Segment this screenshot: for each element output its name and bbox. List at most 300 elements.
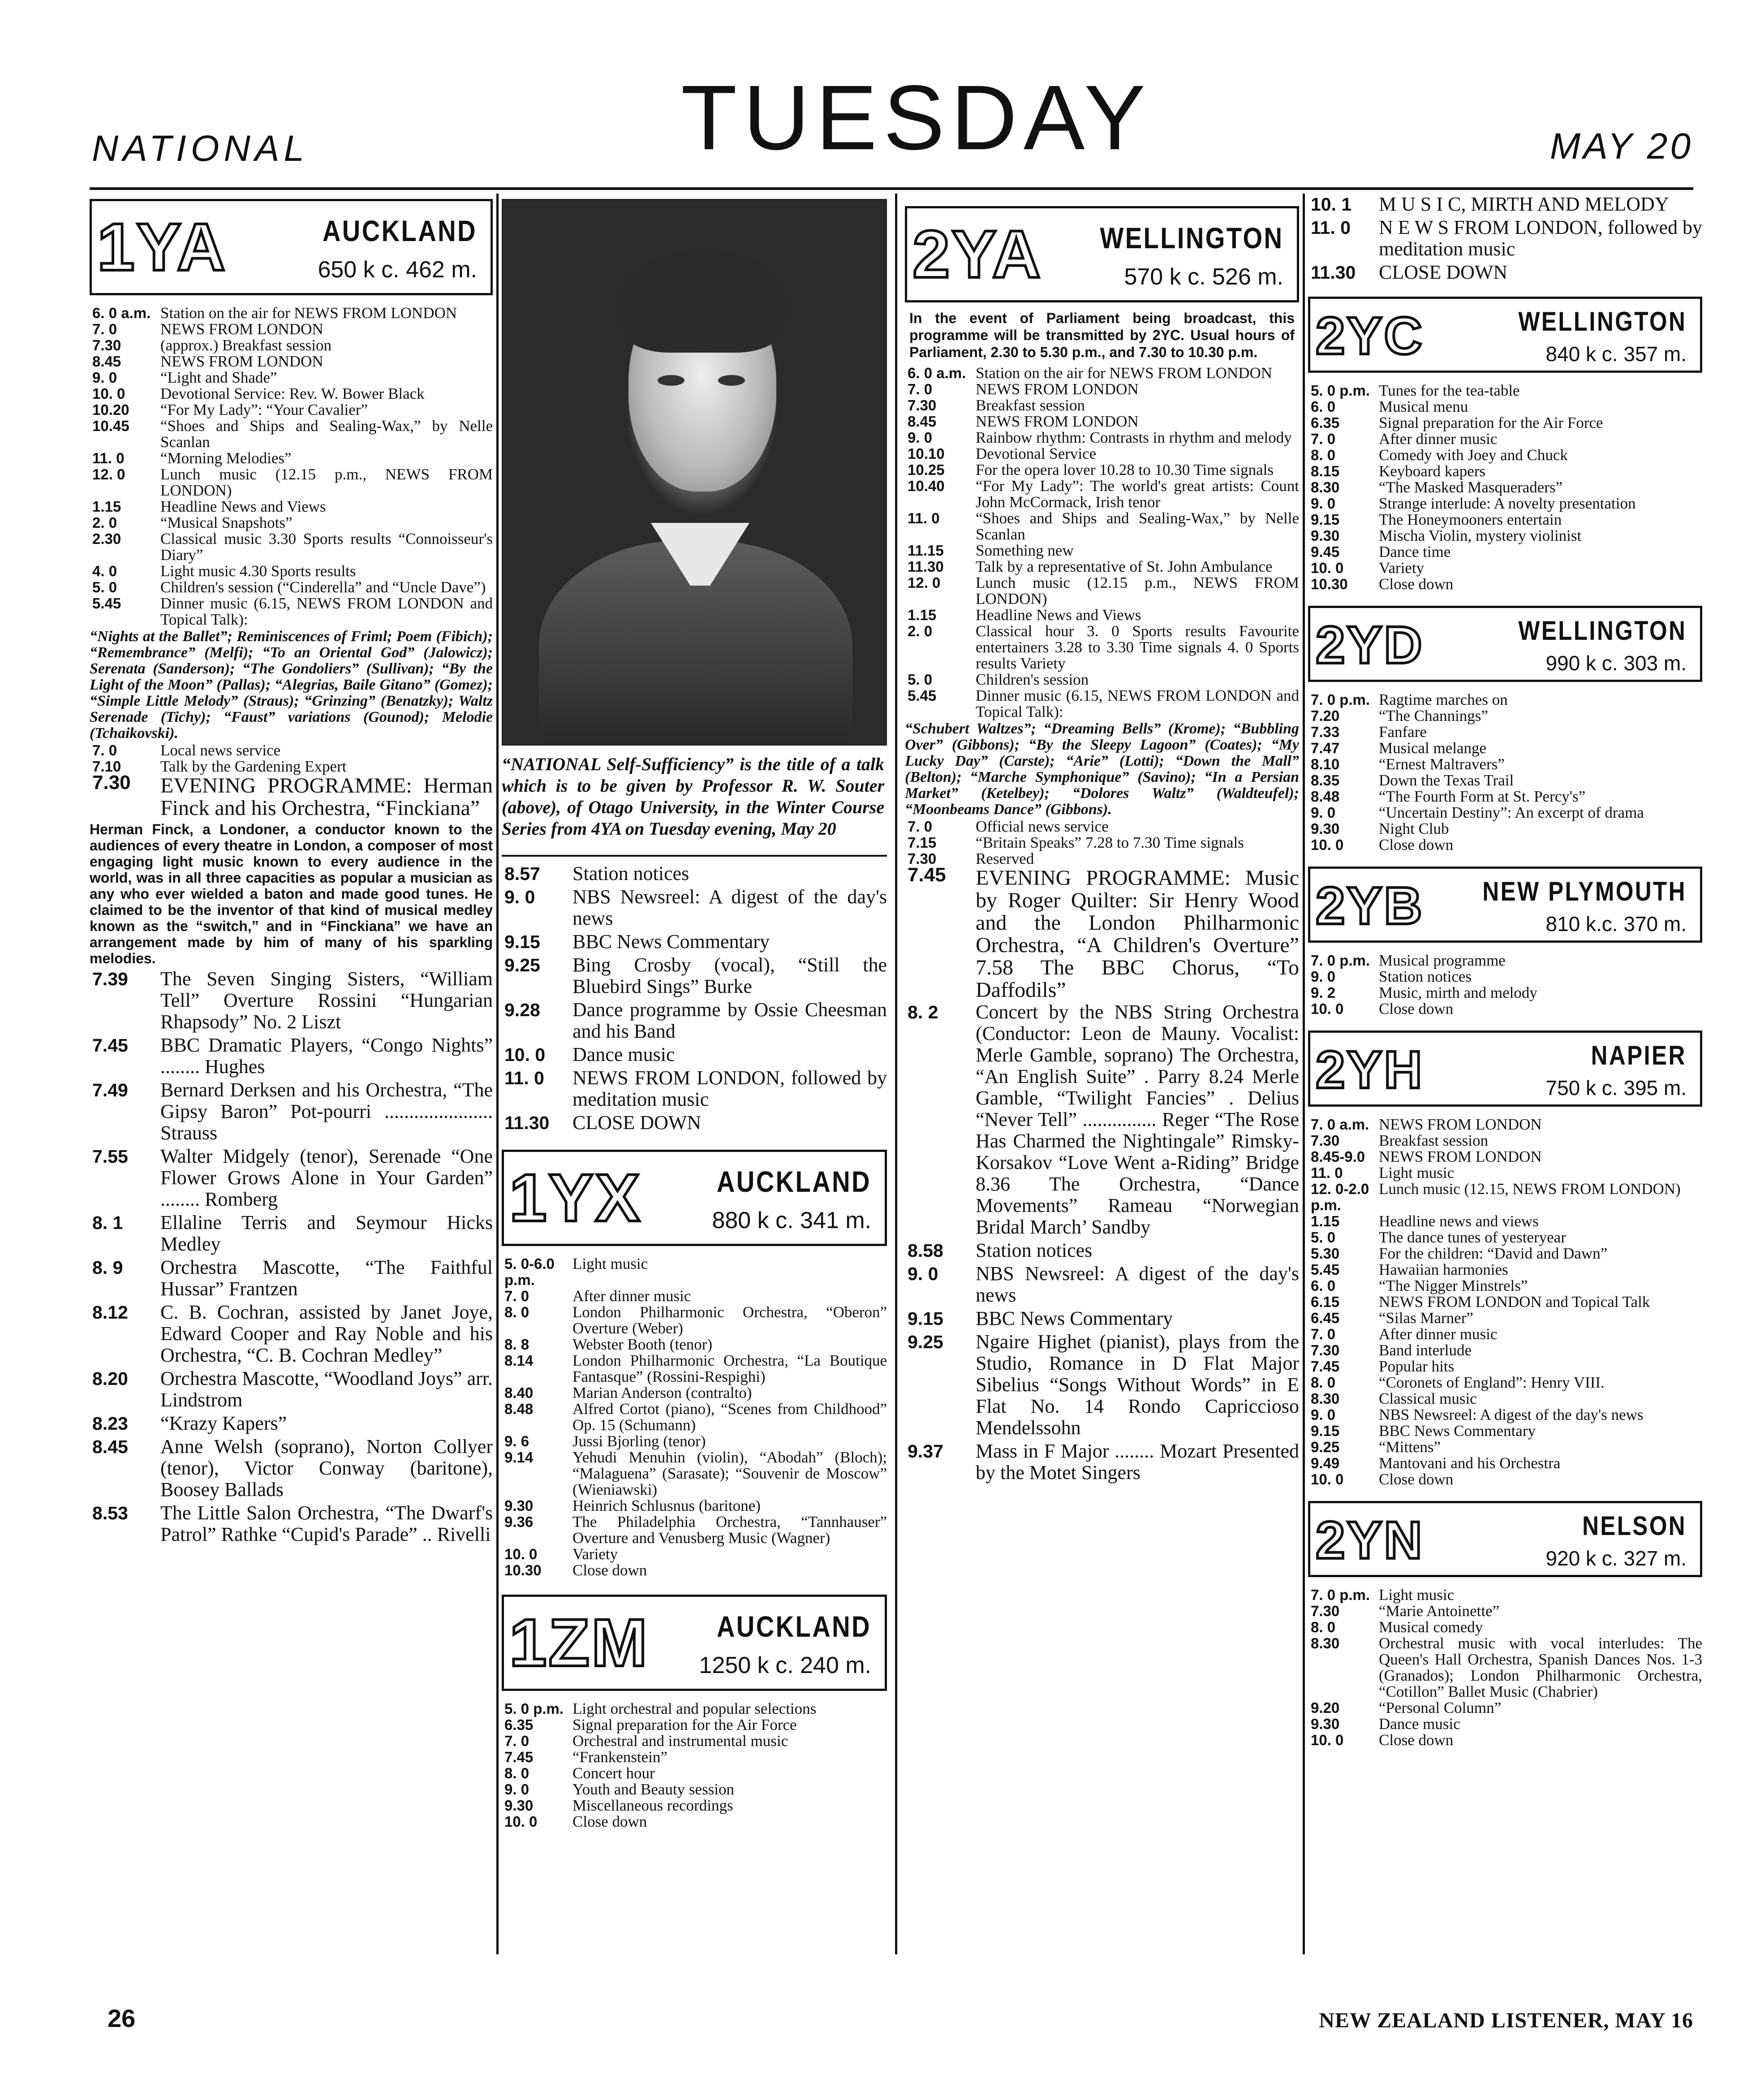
time: 10.30 (504, 1562, 542, 1578)
description: Breakfast session (1379, 1132, 1488, 1149)
time: 7.47 (1311, 740, 1340, 756)
description: Rainbow rhythm: Contrasts in rhythm and melody (976, 429, 1292, 446)
description: Classical hour 3. 0 Sports results Favourite entertainers 3.28 to 3.30 Time signals 4. 0 Sports results Variety (976, 622, 1299, 672)
parliament-note: In the event of Parliament being broadcast, this programme will be transmitted by 2YC. Usual hours of Parliament, 2.30 to 5.30 p.m., and 7.30 to 10.30 p.m. (909, 310, 1295, 360)
evening-programme (905, 864, 1299, 1002)
time: 8.58 (908, 1240, 943, 1261)
programme-list (1308, 953, 1702, 1017)
description: The Philadelphia Orchestra, “Tannhauser” Overture and Venusberg Music (Wagner) (572, 1513, 887, 1547)
description: Orchestral music with vocal interludes: The Queen's Hall Orchestra, Spanish Dances Nos. 1-3 (Granados); London Philharmonic Orchestra, “Cotillon” Ballet Music (Chabrier) (1379, 1634, 1702, 1700)
description: Local news service (160, 742, 281, 759)
programme-item (90, 370, 493, 386)
programme-item (1308, 692, 1702, 708)
programme-item (1308, 1117, 1702, 1133)
time: 1.15 (1311, 1213, 1340, 1229)
description: Something new (976, 542, 1074, 559)
photo-caption: “NATIONAL Self-Sufficiency” is the title of a talk which is to be given by Professor R. W. Souter (above), of Otago University, in the Winter Course Series from 4YA on Tuesday evening, May 20 (502, 754, 884, 839)
description: Yehudi Menuhin (violin), “Abodah” (Bloch); “Malaguena” (Sarasate); “Souvenir de Moscow” (Wieniawski) (572, 1449, 887, 1498)
time: 5. 0 p.m. (1311, 382, 1370, 399)
time: 12. 0 (92, 466, 125, 483)
description: Classical music 3.30 Sports results “Connoisseur's Diary” (160, 530, 493, 564)
description: Dinner music (6.15, NEWS FROM LONDON and Topical Talk): (160, 595, 493, 628)
programme-item (905, 575, 1299, 607)
description: “Musical Snapshots” (160, 514, 293, 531)
description: Musical menu (1379, 398, 1468, 415)
column-4 (1308, 194, 1702, 1966)
programme-item (90, 759, 493, 775)
programme-item (905, 623, 1299, 672)
city: AUCKLAND (716, 1165, 871, 1198)
time: 4. 0 (92, 563, 117, 579)
frequency: 920 k c. 327 m. (1545, 1547, 1687, 1570)
column-2 (502, 194, 887, 1966)
description: Light music 4.30 Sports results (160, 562, 356, 580)
programme-item (1308, 194, 1702, 215)
time: 6. 0 a.m. (908, 365, 966, 381)
description: Jussi Bjorling (tenor) (572, 1432, 706, 1450)
time: 11.30 (1311, 262, 1356, 283)
programme-item (502, 1304, 887, 1337)
description: Marian Anderson (contralto) (572, 1384, 752, 1401)
time: 8.15 (1311, 463, 1340, 479)
description: “Personal Column” (1379, 1699, 1502, 1716)
time: 8.45 (92, 353, 121, 370)
programme-item (1308, 217, 1702, 260)
description: N E W S FROM LONDON, followed by meditation music (1379, 216, 1702, 260)
time: 8. 0 (1311, 1374, 1336, 1391)
city: WELLINGTON (1518, 306, 1687, 336)
time: 8.40 (504, 1384, 534, 1401)
description: NEWS FROM LONDON and Topical Talk (1379, 1293, 1650, 1311)
programme-item (502, 1717, 887, 1733)
time: 8.20 (92, 1368, 128, 1389)
programme-item (502, 1546, 887, 1562)
description: NEWS FROM LONDON (1379, 1116, 1542, 1133)
time: 8.30 (1311, 479, 1340, 496)
programme-item (90, 742, 493, 759)
time: 8.35 (1311, 772, 1340, 789)
time: 11. 0 (92, 450, 125, 466)
time: 2.30 (92, 530, 121, 547)
programme-list (90, 305, 493, 628)
time: 7.30 (92, 337, 121, 354)
time: 9. 0 (1311, 495, 1336, 512)
description: “The Masked Masqueraders” (1379, 479, 1563, 496)
programme-list (1308, 1117, 1702, 1488)
programme-item (905, 835, 1299, 851)
description: For the children: “David and Dawn” (1379, 1245, 1608, 1262)
description: Dance music (572, 1044, 675, 1065)
description: Orchestral and instrumental music (572, 1732, 788, 1750)
description: “The Fourth Form at St. Percy's” (1379, 788, 1586, 805)
description: Mantovani and his Orchestra (1379, 1454, 1561, 1472)
description: “The Nigger Minstrels” (1379, 1277, 1528, 1294)
description: Heinrich Schlusnus (baritone) (572, 1497, 761, 1514)
programme-item (1308, 740, 1702, 756)
time: 7.45 (504, 1749, 534, 1765)
time: 8. 1 (92, 1212, 123, 1233)
description: “The Channings” (1379, 707, 1488, 724)
time: 11. 0 (1311, 217, 1351, 238)
description: BBC News Commentary (976, 1307, 1173, 1329)
description: Signal preparation for the Air Force (572, 1716, 797, 1733)
description: Alfred Cortot (piano), “Scenes from Childhood” Op. 15 (Schumann) (572, 1400, 887, 1434)
time: 8.14 (504, 1352, 534, 1369)
programme-item (1308, 1471, 1702, 1488)
description: Walter Midgely (tenor), Serenade “One Flower Grows Alone in Your Garden” ........ Romberg (160, 1145, 493, 1210)
station-box-2yh (1308, 1031, 1702, 1107)
description: Children's session (“Cinderella” and “Uncle Dave”) (160, 578, 486, 596)
time: 9.25 (504, 955, 540, 975)
programme-item (1308, 1716, 1702, 1732)
description: Miscellaneous recordings (572, 1797, 733, 1814)
time: 8.45-9.0 (1311, 1148, 1365, 1165)
description: Signal preparation for the Air Force (1379, 414, 1603, 431)
time: 7. 0 (908, 381, 933, 397)
description: Bing Crosby (vocal), “Still the Bluebird Sings” Burke (572, 954, 887, 997)
description: C. B. Cochran, assisted by Janet Joye, Edward Cooper and Ray Noble and his Orchestra, “C. B. Cochran Medley” (160, 1301, 493, 1366)
programme-item (905, 1263, 1299, 1306)
time: 7.30 (92, 772, 131, 793)
programme-item (502, 1337, 887, 1353)
programme-item (1308, 1358, 1702, 1375)
programme-item (502, 1256, 887, 1288)
description: Dance programme by Ossie Cheesman and his Band (572, 999, 887, 1042)
programme-item (1308, 1229, 1702, 1246)
programme-item (502, 863, 887, 884)
time: 7. 0 (908, 818, 933, 835)
time: 9.30 (504, 1797, 534, 1814)
description: Orchestra Mascotte, “Woodland Joys” arr. Lindstrom (160, 1367, 493, 1411)
description: Devotional Service (976, 445, 1097, 462)
time: 6.15 (1311, 1294, 1340, 1310)
description: NBS Newsreel: A digest of the day's news (976, 1263, 1299, 1306)
time: 8. 2 (908, 1002, 938, 1022)
time: 6.35 (504, 1716, 534, 1733)
programme-item (502, 1385, 887, 1401)
time: 9. 0 (1311, 1406, 1336, 1423)
programme-item (905, 430, 1299, 446)
time: 7.45 (908, 864, 946, 886)
time: 9. 0 (908, 429, 933, 446)
programme-item (502, 1044, 887, 1065)
description: “Krazy Kapers” (160, 1412, 287, 1434)
description: Ragtime marches on (1379, 691, 1508, 708)
programme-item (1308, 496, 1702, 512)
time: 7. 0 (504, 1288, 529, 1304)
time: 12. 0-2.0 p.m. (1311, 1181, 1369, 1213)
description: Classical music (1379, 1390, 1477, 1407)
description: Musical programme (1379, 952, 1506, 969)
description: Reserved (976, 850, 1034, 867)
programme-item (502, 886, 887, 929)
programme-item (1308, 560, 1702, 576)
programme-item (502, 931, 887, 953)
time: 10.25 (908, 461, 945, 478)
programme-item (905, 365, 1299, 381)
programme-item (90, 1212, 493, 1255)
time: 5. 0 p.m. (504, 1700, 564, 1717)
time: 7.30 (908, 850, 937, 867)
programme-list (905, 819, 1299, 867)
programme-item (90, 305, 493, 321)
description: Close down (572, 1561, 647, 1579)
description: NEWS FROM LONDON (976, 380, 1139, 398)
column-rule (1303, 194, 1305, 1954)
time: 7.49 (92, 1080, 128, 1100)
description: Hawaiian harmonies (1379, 1261, 1508, 1278)
description: NEWS FROM LONDON (1379, 1148, 1542, 1165)
programme-item (90, 337, 493, 354)
publication-footer: NEW ZEALAND LISTENER, MAY 16 (1319, 2009, 1693, 2032)
description: NEWS FROM LONDON (160, 353, 323, 370)
programme-item (90, 466, 493, 499)
time: 9.30 (1311, 1716, 1340, 1732)
description: NEWS FROM LONDON (160, 320, 323, 338)
time: 8.53 (92, 1503, 128, 1523)
programme-item (502, 1353, 887, 1385)
frequency: 1250 k c. 240 m. (699, 1652, 871, 1678)
description: “Shoes and Ships and Sealing-Wax,” by Nelle Scanlan (976, 509, 1299, 543)
description: For the opera lover 10.28 to 10.30 Time signals (976, 461, 1274, 479)
time: 8.48 (1311, 788, 1340, 805)
programme-item (90, 450, 493, 466)
time: 5. 0 (1311, 1229, 1336, 1246)
description: “Coronets of England”: Henry VIII. (1379, 1374, 1605, 1391)
time: 9. 0 (92, 369, 117, 386)
description: Musical melange (1379, 739, 1487, 757)
programme-item (905, 672, 1299, 688)
programme-item (90, 595, 493, 628)
station-box-2yn (1308, 1501, 1702, 1577)
description: Light music (1379, 1164, 1455, 1182)
programme-item (1308, 969, 1702, 985)
city: WELLINGTON (1518, 616, 1687, 646)
programme-item (1308, 1262, 1702, 1278)
time: 10. 0 (1311, 560, 1344, 576)
description: EVENING PROGRAMME: Herman Finck and his Orchestra, “Finckiana” (160, 774, 493, 820)
programme-item (90, 1079, 493, 1144)
city: WELLINGTON (1099, 221, 1283, 254)
page-title: TUESDAY (681, 66, 1152, 169)
description: “Uncertain Destiny”: An excerpt of drama (1379, 804, 1644, 821)
time: 8.57 (504, 863, 540, 884)
programme-item (1308, 1342, 1702, 1358)
description: Anne Welsh (soprano), Norton Collyer (tenor), Victor Conway (baritone), Boosey Ballads (160, 1436, 493, 1501)
description: CLOSE DOWN (1379, 261, 1508, 283)
time: 9. 0 (504, 887, 535, 907)
time: 9. 0 (1311, 968, 1336, 985)
station-box-2ya (905, 206, 1299, 302)
description: Tunes for the tea-table (1379, 382, 1520, 399)
time: 1.15 (92, 498, 121, 515)
time: 6. 0 a.m. (92, 305, 151, 321)
time: 9. 2 (1311, 984, 1336, 1001)
programme-item (1308, 1375, 1702, 1391)
description: The Seven Singing Sisters, “William Tell” Overture Rossini “Hungarian Rhapsody” No. 2 Liszt (160, 968, 493, 1033)
description: Headline News and Views (160, 498, 326, 515)
programme-item (1308, 837, 1702, 853)
programme-item (1308, 985, 1702, 1001)
header-date: MAY 20 (1549, 126, 1693, 167)
programme-list (502, 1701, 887, 1830)
programme-item (1308, 544, 1702, 560)
programme-item (90, 1257, 493, 1300)
time: 7.15 (908, 834, 937, 851)
time: 10. 0 (1311, 837, 1344, 853)
description: Mischa Violin, mystery violinist (1379, 527, 1582, 544)
programme-item (90, 1035, 493, 1078)
time: 9. 0 (908, 1263, 938, 1284)
description: Children's session (976, 671, 1089, 688)
programme-item (502, 1701, 887, 1717)
description: Night Club (1379, 820, 1449, 837)
callsign: 2YC (1316, 306, 1424, 366)
programme-item (1308, 1294, 1702, 1310)
page-number: 26 (108, 2004, 136, 2032)
description: Dinner music (6.15, NEWS FROM LONDON and Topical Talk): (976, 687, 1299, 720)
programme-item (502, 954, 887, 997)
header-left: NATIONAL (92, 128, 309, 169)
time: 7. 0 (92, 321, 117, 337)
time: 10. 0 (504, 1546, 538, 1562)
programme-item (90, 1502, 493, 1545)
programme-item (1308, 1619, 1702, 1635)
description: EVENING PROGRAMME: Music by Roger Quilter: Sir Henry Wood and the London Philharmonic Orchestra, “A Children's Overture” 7.58 The BBC Chorus, “To Daffodils” (976, 866, 1299, 1002)
evening-programme (90, 772, 493, 820)
description: “For My Lady”: “Your Cavalier” (160, 401, 368, 418)
callsign: 1YX (509, 1160, 642, 1235)
time: 8. 0 (1311, 1619, 1336, 1635)
programme-item (1308, 447, 1702, 463)
programme-item (90, 1413, 493, 1434)
description: Headline news and views (1379, 1212, 1539, 1230)
city: AUCKLAND (322, 214, 477, 247)
time: 5.45 (92, 595, 121, 612)
programme-item (1308, 399, 1702, 415)
description: Keyboard kapers (1379, 462, 1486, 480)
description: NEWS FROM LONDON (976, 413, 1139, 430)
programme-item (1308, 1310, 1702, 1326)
description: Popular hits (1379, 1358, 1455, 1375)
programme-item (90, 402, 493, 418)
station-box-2yb (1308, 867, 1702, 943)
programme-list (1308, 692, 1702, 853)
programme-item (90, 1146, 493, 1210)
programme-list (1308, 383, 1702, 592)
programme-list (905, 1001, 1299, 1483)
programme-item (1308, 805, 1702, 821)
time: 8. 0 (504, 1304, 529, 1320)
programme-item (1308, 1165, 1702, 1181)
programme-item (1308, 383, 1702, 399)
description: BBC News Commentary (1379, 1422, 1536, 1440)
time: 9.37 (908, 1441, 943, 1462)
time: 9.15 (504, 931, 540, 952)
programme-item (1308, 528, 1702, 544)
time: 10. 1 (1311, 194, 1352, 215)
divider (502, 855, 887, 857)
callsign: 2YB (1316, 876, 1424, 936)
programme-item (1308, 479, 1702, 496)
time: 2. 0 (908, 623, 933, 639)
time: 8. 0 (504, 1765, 529, 1781)
description: Variety (572, 1545, 618, 1563)
time: 5. 0-6.0 p.m. (504, 1255, 555, 1288)
description: “Morning Melodies” (160, 449, 292, 467)
programme-item (1308, 789, 1702, 805)
time: 9.30 (1311, 820, 1340, 837)
time: 8.10 (1311, 756, 1340, 772)
time: 7. 0 p.m. (1311, 1587, 1370, 1603)
callsign: 1YA (97, 209, 228, 285)
description: Concert hour (572, 1764, 655, 1782)
time: 8. 9 (92, 1257, 123, 1278)
description: Close down (1379, 575, 1454, 593)
time: 7. 0 (1311, 431, 1336, 447)
description: Light music (572, 1255, 648, 1272)
time: 8.30 (1311, 1390, 1340, 1407)
city: AUCKLAND (716, 1610, 871, 1643)
programme-item (1308, 1181, 1702, 1213)
programme-item (502, 1749, 887, 1765)
time: 7.10 (92, 758, 121, 775)
programme-item (502, 1498, 887, 1514)
description: Variety (1379, 559, 1425, 577)
time: 11.30 (908, 558, 944, 575)
time: 11. 0 (908, 510, 940, 526)
time: 7. 0 (92, 742, 117, 759)
description: BBC News Commentary (572, 931, 770, 953)
programme-list (1308, 1587, 1702, 1748)
dinner-music-list: “Schubert Waltzes”; “Dreaming Bells” (Krome); “Bubbling Over” (Gibbons); “By the Sleepy Lagoon” (Coates); “My Lucky Day” (Carste); “Arie” (Lotti); “Down the Mall” (Belton); “Marche Symphonique” (Savino); “In a Persian Market” (Ketelbey); “Dolores Waltz” (Waldteufel); “Moonbeams Dance” (Gibbons). (905, 720, 1299, 818)
programme-item (90, 968, 493, 1033)
description: Down the Texas Trail (1379, 772, 1514, 789)
programme-item (905, 462, 1299, 478)
programme-item (1308, 1391, 1702, 1407)
description: NBS Newsreel: A digest of the day's news (572, 886, 887, 929)
time: 5.30 (1311, 1245, 1340, 1262)
column-rule (496, 194, 499, 1954)
programme-item (90, 321, 493, 337)
description: Light orchestral and popular selections (572, 1700, 817, 1717)
programme-item (905, 1331, 1299, 1439)
description: “Mittens” (1379, 1438, 1441, 1456)
programme-item (1308, 953, 1702, 969)
programme-item (90, 1302, 493, 1366)
programme-item (1308, 1603, 1702, 1619)
programme-item (502, 1562, 887, 1578)
description: “For My Lady”: The world's great artists: Count John McCormack, Irish tenor (976, 477, 1299, 511)
description: NEWS FROM LONDON, followed by meditation music (572, 1067, 887, 1110)
description: After dinner music (1379, 1325, 1498, 1343)
programme-item (90, 531, 493, 563)
programme-item (1308, 415, 1702, 431)
callsign: 2YH (1316, 1040, 1424, 1100)
description: London Philharmonic Orchestra, “La Boutique Fantasque” (Rossini-Respighi) (572, 1352, 887, 1385)
programme-item (90, 1436, 493, 1501)
programme-list (90, 742, 493, 775)
programme-item (502, 1514, 887, 1546)
programme-item (1308, 1149, 1702, 1165)
time: 10.45 (92, 418, 129, 434)
programme-item (905, 478, 1299, 510)
programme-item (1308, 1001, 1702, 1017)
description: “Silas Marner” (1379, 1309, 1473, 1327)
time: 7. 0 p.m. (1311, 952, 1370, 969)
time: 9.20 (1311, 1699, 1340, 1716)
description: Fanfare (1379, 723, 1427, 741)
